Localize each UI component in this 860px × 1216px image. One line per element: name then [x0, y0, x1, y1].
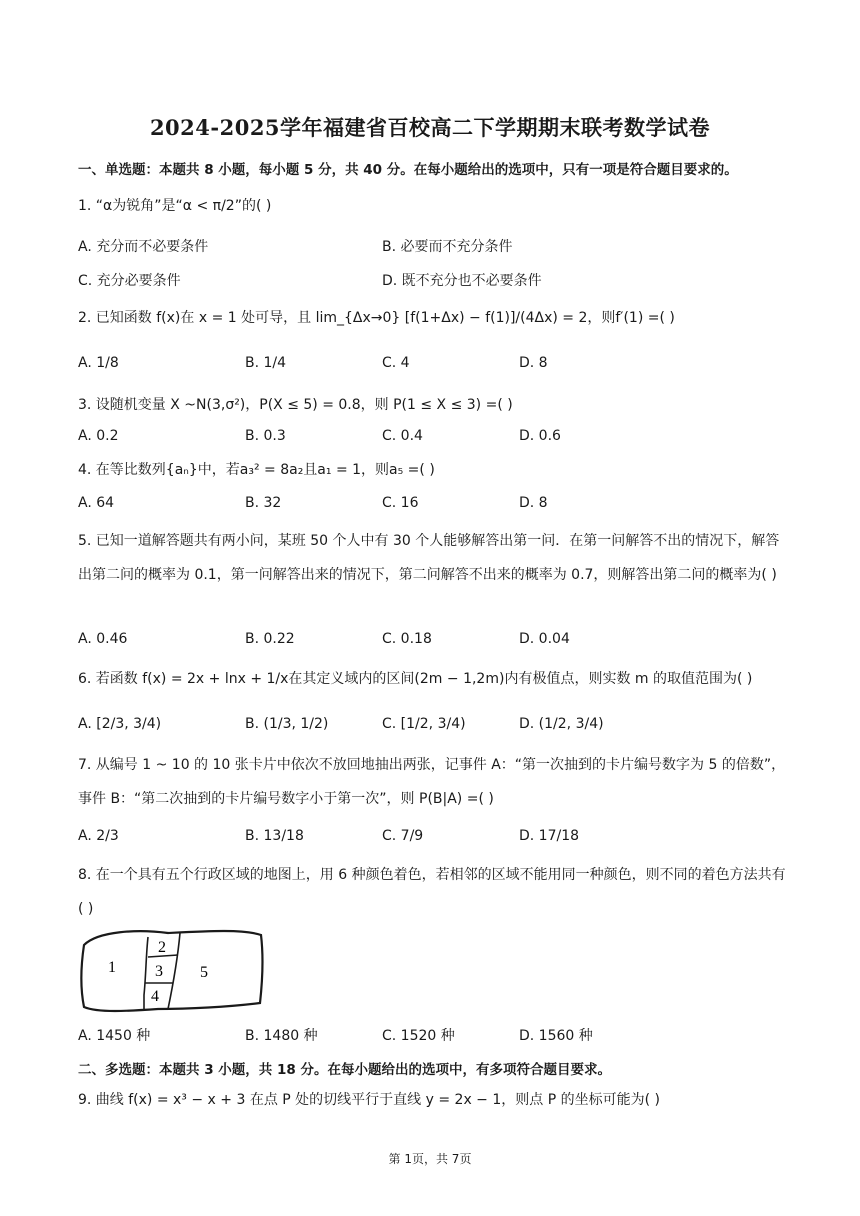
question-4-text: 4. 在等比数列{aₙ}中，若a₃² = 8a₂且a₁ = 1，则a₅ =( ) [78, 462, 435, 478]
question-2-options [78, 355, 798, 379]
option-d: D. 17/18 [519, 828, 580, 844]
option-b: B. (1/3, 1/2) [245, 716, 329, 732]
region-label-4: 4 [151, 988, 159, 1005]
option-a: A. 0.46 [78, 631, 128, 647]
option-a: A. 1450 种 [78, 1028, 151, 1044]
page-footer: 第 1页，共 7页 [388, 1152, 472, 1166]
question-4-options [78, 495, 798, 519]
option-c: C. 16 [382, 495, 419, 511]
question-3-options [78, 428, 798, 452]
section-heading-single-choice: 一、单选题：本题共 8 小题，每小题 5 分，共 40 分。在每小题给出的选项中，只有一项是符合题目要求的。 [78, 162, 738, 178]
region-label-5: 5 [200, 964, 208, 981]
question-3-text: 3. 设随机变量 X ~N(3,σ²)，P(X ≤ 5) = 0.8，则 P(1 ≤ X ≤ 3) =( ) [78, 397, 513, 413]
option-a: A. 1/8 [78, 355, 119, 371]
question-8-text: 8. 在一个具有五个行政区域的地图上，用 6 种颜色着色，若相邻的区域不能用同一种颜色，则不同的着色方法共有( ) [78, 867, 786, 917]
option-d: D. 1560 种 [519, 1028, 593, 1044]
option-d: D. 既不充分也不必要条件 [382, 273, 542, 289]
question-5-options [78, 631, 798, 655]
option-a: A. [2/3, 3/4) [78, 716, 162, 732]
page-title: 2024-2025学年福建省百校高二下学期期末联考数学试卷 [149, 115, 711, 140]
question-1 [78, 190, 790, 222]
option-b: B. 0.3 [245, 428, 286, 444]
question-4 [78, 454, 790, 486]
region-label-1: 1 [108, 959, 116, 976]
option-d: D. 8 [519, 495, 548, 511]
region-label-3: 3 [155, 963, 163, 980]
option-c: C. 1520 种 [382, 1028, 455, 1044]
question-5 [78, 524, 790, 592]
option-d: D. 8 [519, 355, 548, 371]
question-8-options [78, 1025, 798, 1049]
section-heading-multiple-choice: 二、多选题：本题共 3 小题，共 18 分。在每小题给出的选项中，有多项符合题目要求。 [78, 1062, 611, 1078]
region-label-2: 2 [158, 939, 166, 956]
option-c: C. 4 [382, 355, 410, 371]
question-1-text: 1. “α为锐角”是“α < π/2”的( ) [78, 198, 272, 214]
map-border [144, 937, 148, 1009]
option-b: B. 1/4 [245, 355, 287, 371]
option-a: A. 0.2 [78, 428, 119, 444]
question-1-options [78, 236, 798, 260]
question-1-options-row2 [78, 270, 798, 294]
option-c: C. 充分必要条件 [78, 273, 181, 289]
option-a: A. 64 [78, 495, 115, 511]
option-b: B. 32 [245, 495, 282, 511]
question-7 [78, 748, 790, 816]
question-6 [78, 663, 790, 695]
option-b: B. 13/18 [245, 828, 304, 844]
map-border [168, 933, 180, 1009]
question-6-options [78, 716, 798, 740]
option-c: C. 0.18 [382, 631, 432, 647]
question-7-text: 7. 从编号 1 ~ 10 的 10 张卡片中依次不放回地抽出两张，记事件 A：“第一次抽到的卡片编号数字为 5 的倍数”，事件 B：“第二次抽到的卡片编号数字小于第一次”，则 P(B|A) =( ) [78, 757, 786, 807]
question-7-options [78, 828, 798, 852]
option-a: A. 充分而不必要条件 [78, 239, 209, 255]
question-2-text: 2. 已知函数 f(x)在 x = 1 处可导，且 lim_{Δx→0} [f(1+Δx) − f(1)]/(4Δx) = 2，则f′(1) =( ) [78, 310, 675, 326]
option-b: B. 1480 种 [245, 1028, 318, 1044]
question-2 [78, 302, 790, 334]
option-b: B. 0.22 [245, 631, 295, 647]
question-9 [78, 1084, 790, 1116]
option-b: B. 必要而不充分条件 [382, 239, 513, 255]
option-c: C. 0.4 [382, 428, 423, 444]
option-d: D. 0.6 [519, 428, 561, 444]
option-c: C. [1/2, 3/4) [382, 716, 466, 732]
question-9-text: 9. 曲线 f(x) = x³ − x + 3 在点 P 处的切线平行于直线 y = 2x − 1，则点 P 的坐标可能为( ) [78, 1092, 660, 1108]
region-map-figure [78, 925, 268, 1015]
option-d: D. 0.04 [519, 631, 570, 647]
option-a: A. 2/3 [78, 828, 119, 844]
question-3 [78, 389, 790, 421]
option-d: D. (1/2, 3/4) [519, 716, 604, 732]
question-6-text: 6. 若函数 f(x) = 2x + lnx + 1/x在其定义域内的区间(2m − 1,2m)内有极值点，则实数 m 的取值范围为( ) [78, 671, 753, 687]
option-c: C. 7/9 [382, 828, 424, 844]
question-5-text: 5. 已知一道解答题共有两小问，某班 50 个人中有 30 个人能够解答出第一问．在第一问解答不出的情况下，解答出第二问的概率为 0.1，第一问解答出来的情况下，第二问解答不出来的概率为 0.7，则解答出第二问的概率为( ) [78, 533, 780, 583]
question-8 [78, 858, 790, 926]
